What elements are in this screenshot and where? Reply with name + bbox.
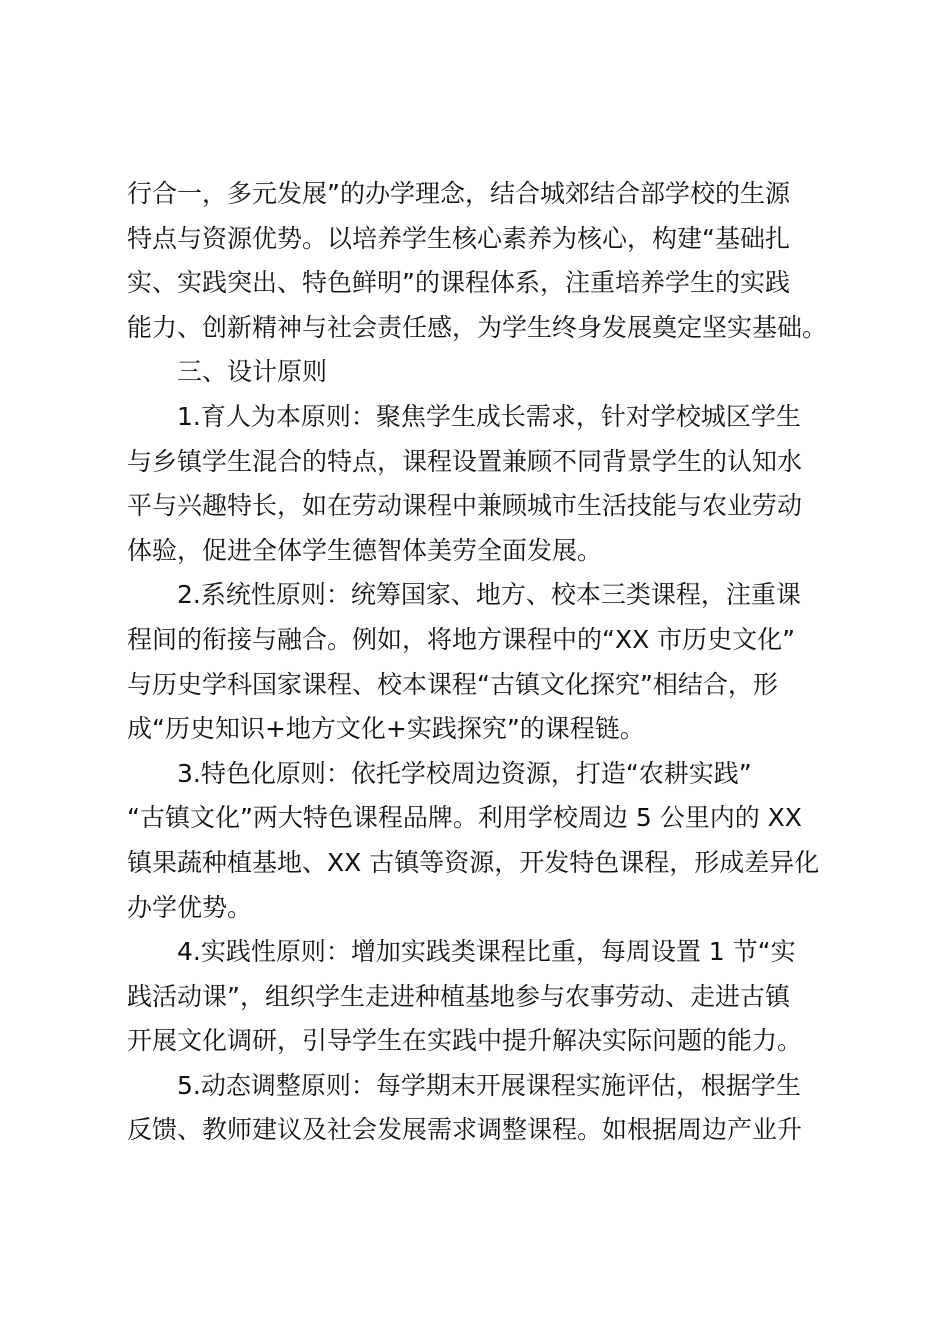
section-heading: 三、设计原则: [177, 357, 328, 387]
paragraph-line: 镇果蔬种植基地、XX 古镇等资源，开发特色课程，形成差异化: [127, 847, 820, 877]
paragraph-line: 践活动课”，组织学生走进种植基地参与农事劳动、走进古镇: [127, 981, 790, 1011]
paragraph-line: 成“历史知识+地方文化+实践探究”的课程链。: [127, 714, 645, 744]
document-body: [127, 172, 833, 1153]
paragraph-line: 开展文化调研，引导学生在实践中提升解决实际问题的能力。: [127, 1026, 803, 1056]
paragraph-line: 与乡镇学生混合的特点，课程设置兼顾不同背景学生的认知水: [127, 446, 803, 476]
paragraph-line: 2.系统性原则：统筹国家、地方、校本三类课程，注重课: [177, 580, 801, 610]
paragraph-line: 5.动态调整原则：每学期末开展课程实施评估，根据学生: [177, 1070, 801, 1100]
paragraph-line: 能力、创新精神与社会责任感，为学生终身发展奠定坚实基础。: [127, 312, 828, 342]
paragraph-line: 体验，促进全体学生德智体美劳全面发展。: [127, 535, 603, 565]
paragraph-line: 程间的衔接与融合。例如，将地方课程中的“XX 市历史文化”: [127, 624, 796, 654]
paragraph-line: 4.实践性原则：增加实践类课程比重，每周设置 1 节“实: [177, 937, 796, 967]
paragraph-line: 反馈、教师建议及社会发展需求调整课程。如根据周边产业升: [127, 1115, 803, 1145]
paragraph-line: “古镇文化”两大特色课程品牌。利用学校周边 5 公里内的 XX: [127, 803, 802, 833]
paragraph-line: 特点与资源优势。以培养学生核心素养为核心，构建“基础扎: [127, 223, 790, 253]
paragraph-line: 与历史学科国家课程、校本课程“古镇文化探究”相结合，形: [127, 669, 778, 699]
paragraph-line: 平与兴趣特长，如在劳动课程中兼顾城市生活技能与农业劳动: [127, 491, 803, 521]
paragraph-line: 实、实践突出、特色鲜明”的课程体系，注重培养学生的实践: [127, 268, 790, 298]
paragraph-line: 1.育人为本原则：聚焦学生成长需求，针对学校城区学生: [177, 401, 801, 431]
paragraph-line: 3.特色化原则：依托学校周边资源，打造“农耕实践”: [177, 758, 752, 788]
paragraph-line: 办学优势。: [127, 892, 253, 922]
paragraph-line: 行合一，多元发展”的办学理念，结合城郊结合部学校的生源: [127, 179, 790, 208]
